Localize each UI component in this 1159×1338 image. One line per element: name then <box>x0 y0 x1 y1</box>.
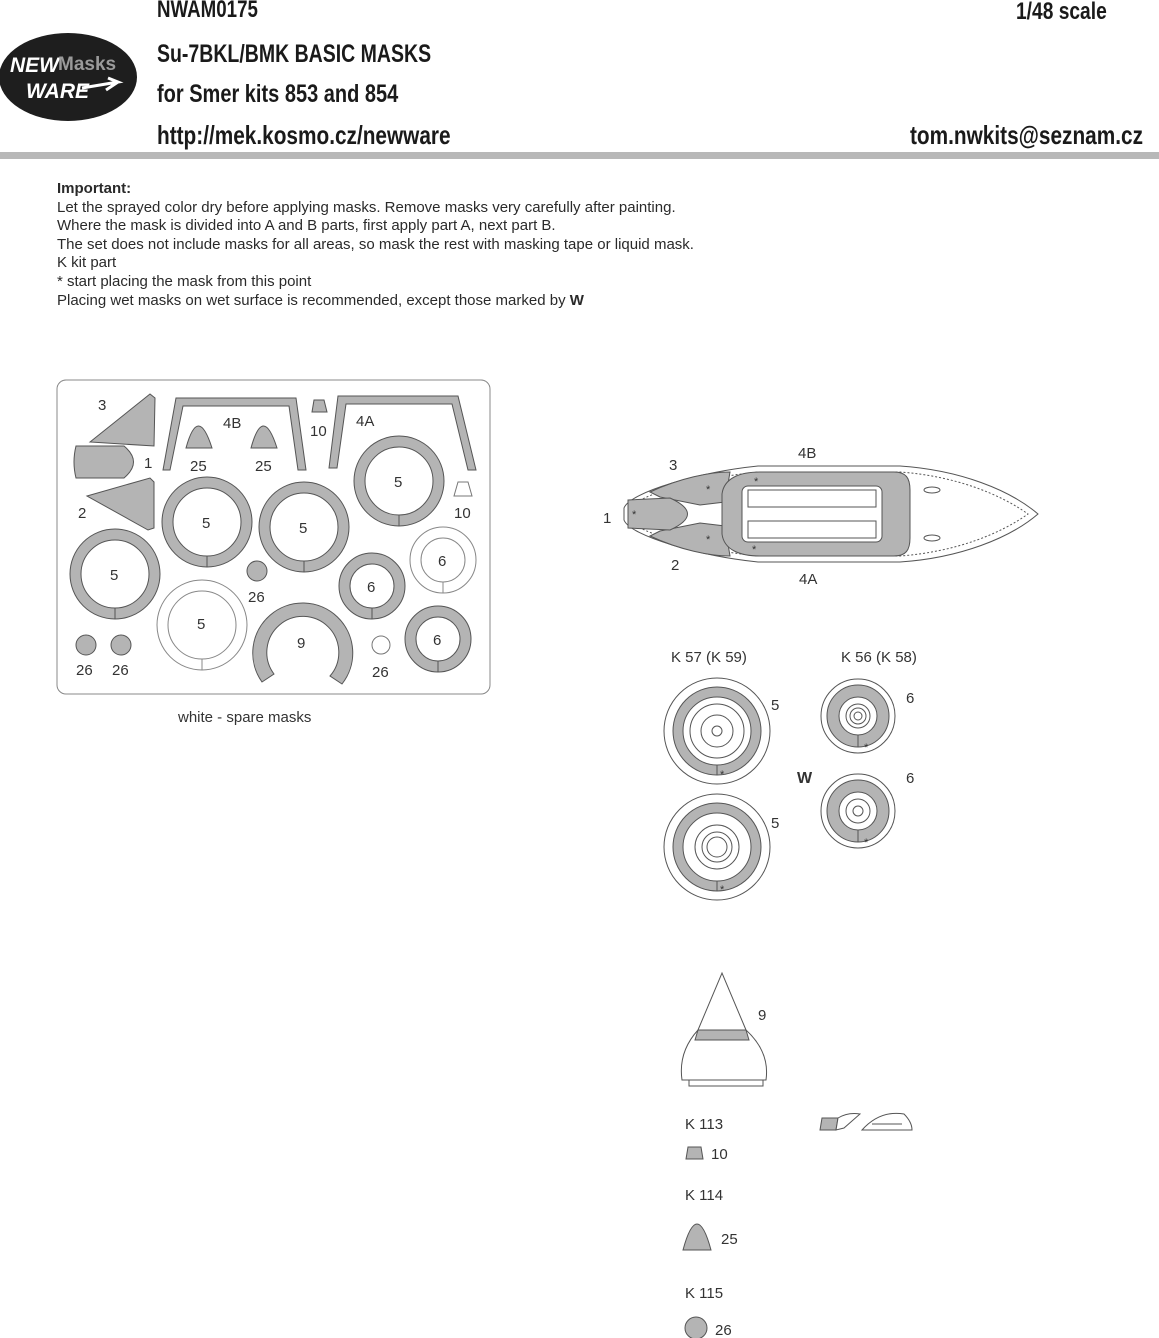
w-symbol-icon: W <box>797 770 811 787</box>
instruction-line: Where the mask is divided into A and B parts, first apply part A, next part B. <box>57 217 556 235</box>
main-wheel-b-label: 5 <box>771 815 780 832</box>
nose-wheel-b-label: 6 <box>906 770 915 787</box>
mask-2-label: 2 <box>78 505 87 522</box>
nose-cone-mask-9 <box>695 1030 749 1040</box>
mask-2 <box>87 478 154 530</box>
wheel-k57-label: K 57 (K 59) <box>671 649 747 666</box>
product-code: NWAM0175 <box>157 0 258 23</box>
main-wheel-diagram-b <box>664 794 770 900</box>
mask-26-a <box>247 561 267 581</box>
main-wheel-diagram-a <box>664 678 770 784</box>
instructions-heading: Important: <box>57 180 132 197</box>
wheel-ring-6-a-label: 6 <box>367 579 376 596</box>
mask-4a-label: 4A <box>356 413 375 430</box>
mask-1 <box>74 446 134 478</box>
logo-word-ware: WARE <box>26 80 89 103</box>
start-point-marker-icon: * <box>754 476 759 488</box>
mask-26-b <box>76 635 96 655</box>
mask-26-b-label: 26 <box>76 662 93 679</box>
svg-text:*: * <box>720 769 725 781</box>
part-mask-10-label: 10 <box>711 1146 728 1163</box>
canopy-label-4b: 4B <box>798 445 817 462</box>
mask-25-a <box>186 426 212 448</box>
canopy-diagram <box>624 466 1038 562</box>
spare-masks-caption: white - spare masks <box>178 709 312 726</box>
mask-10-b <box>454 482 472 496</box>
nose-wheel-a-label: 6 <box>906 690 915 707</box>
mask-25-b <box>251 426 277 448</box>
mask-25-b-label: 25 <box>255 458 272 475</box>
part-mask-10 <box>686 1147 703 1159</box>
wheel-ring-5-spare-label: 5 <box>197 616 206 633</box>
mask-26-spare <box>372 636 390 654</box>
mask-9-label: 9 <box>297 635 306 652</box>
email-link[interactable]: tom.nwkits@seznam.cz <box>910 120 1143 150</box>
canopy-mask-1 <box>628 498 688 530</box>
instruction-line: * start placing the mask from this point <box>57 272 312 290</box>
part-k114-label: K 114 <box>685 1187 724 1204</box>
mask-3-label: 3 <box>98 397 107 414</box>
website-link[interactable]: http://mek.kosmo.cz/newware <box>157 120 451 150</box>
mask-10-a <box>312 400 327 412</box>
logo-word-masks: Masks <box>58 54 117 75</box>
wheel-ring-6-spare-label: 6 <box>438 553 447 570</box>
svg-text:*: * <box>720 884 725 896</box>
mask-10-b-label: 10 <box>454 505 471 522</box>
start-point-marker-icon: * <box>632 509 637 521</box>
mask-26-c <box>111 635 131 655</box>
w-symbol-icon: W <box>569 291 582 309</box>
mask-26-spare-label: 26 <box>372 664 389 681</box>
wheel-ring-5-a-label: 5 <box>394 474 403 491</box>
wheel-k56-label: K 56 (K 58) <box>841 649 917 666</box>
scale-label: 1/48 scale <box>1016 0 1107 25</box>
mask-25-a-label: 25 <box>190 458 207 475</box>
instruction-text: Placing wet masks on wet surface is recommended, except those marked by <box>57 291 570 309</box>
wheel-ring-5-c-label: 5 <box>299 520 308 537</box>
mask-26-c-label: 26 <box>112 662 129 679</box>
canopy-label-4a: 4A <box>799 571 818 588</box>
kit-subtitle: for Smer kits 853 and 854 <box>157 80 399 108</box>
start-point-marker-icon: * <box>752 544 757 556</box>
main-wheel-a-label: 5 <box>771 697 780 714</box>
mask-1-label: 1 <box>144 455 153 472</box>
instruction-line: Let the sprayed color dry before applying masks. Remove masks very carefully after painting. <box>57 198 676 216</box>
mask-4b-label: 4B <box>223 415 242 432</box>
mask-10-a-label: 10 <box>310 423 327 440</box>
nose-wheel-diagram-a <box>821 679 895 754</box>
part-k113-label: K 113 <box>685 1116 724 1133</box>
wheel-ring-5-d-label: 5 <box>110 567 119 584</box>
part-mask-25-label: 25 <box>721 1231 738 1248</box>
canopy-label-1: 1 <box>603 510 612 527</box>
page-title: Su-7BKL/BMK BASIC MASKS <box>157 40 432 68</box>
nose-wheel-diagram-b <box>821 774 895 849</box>
wheel-ring-6-b-label: 6 <box>433 632 442 649</box>
nose-cone-label: 9 <box>758 1007 767 1024</box>
part-mask-26-label: 26 <box>715 1322 732 1338</box>
instruction-line: K kit part <box>57 254 117 272</box>
logo-word-new: NEW <box>10 54 59 77</box>
start-point-marker-icon: * <box>706 484 711 496</box>
part-k113-drawing <box>820 1113 912 1130</box>
part-mask-25 <box>683 1224 711 1250</box>
svg-text:*: * <box>864 837 869 849</box>
svg-text:*: * <box>864 742 869 754</box>
nose-cone-diagram <box>681 973 766 1086</box>
canopy-label-2: 2 <box>671 557 680 574</box>
wheel-ring-5-b-label: 5 <box>202 515 211 532</box>
canopy-label-3: 3 <box>669 457 678 474</box>
part-mask-26 <box>685 1317 707 1338</box>
part-k115-label: K 115 <box>685 1285 724 1302</box>
mask-26-a-label: 26 <box>248 589 265 606</box>
instruction-line: The set does not include masks for all areas, so mask the rest with masking tape or liquid mask. <box>57 235 694 253</box>
mask-4b <box>163 398 306 470</box>
start-point-marker-icon: * <box>706 534 711 546</box>
